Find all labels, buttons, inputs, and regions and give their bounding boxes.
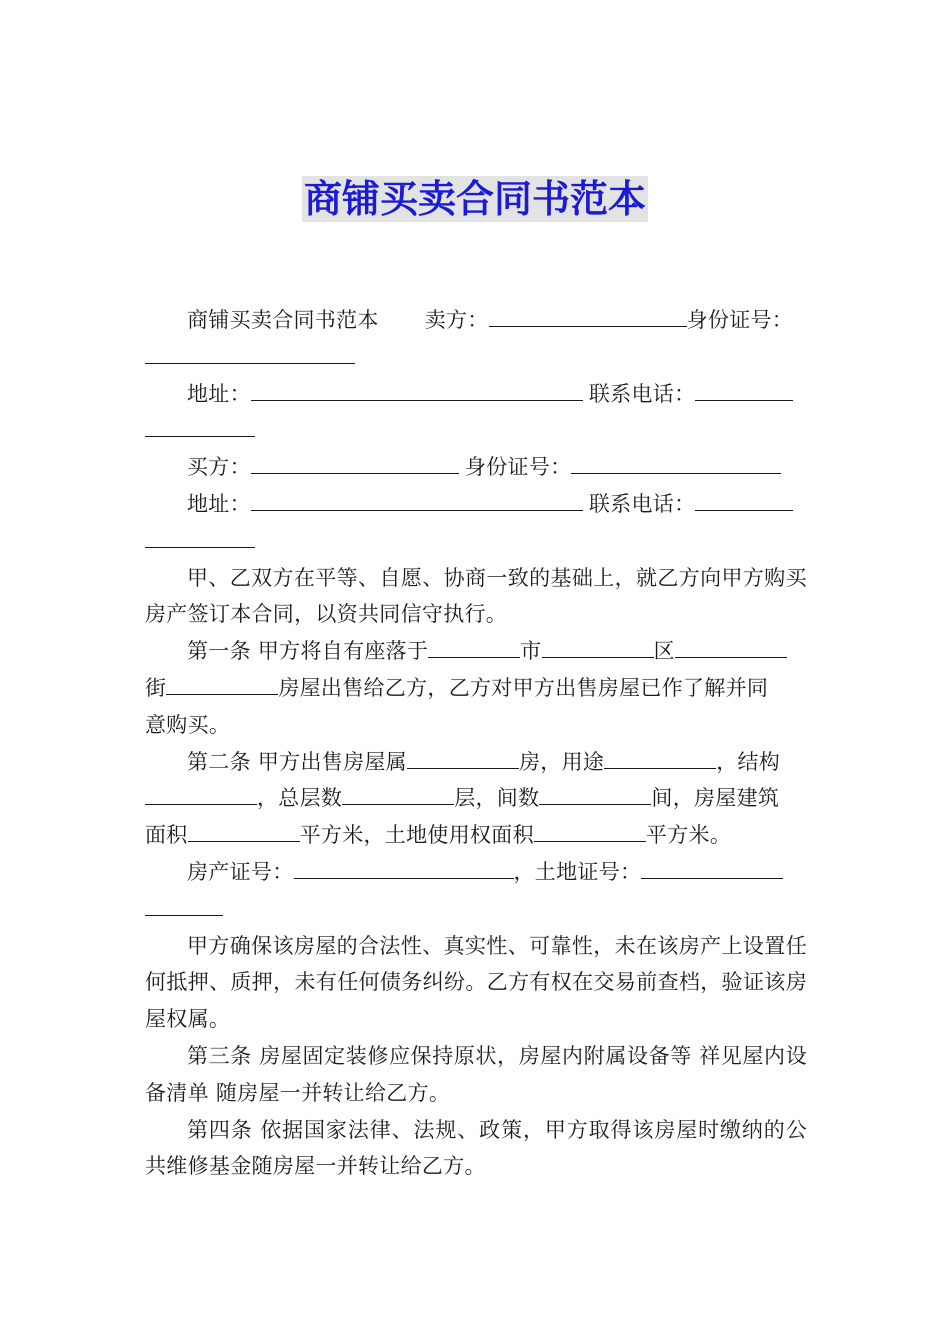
seller-id-label: 身份证号： bbox=[686, 308, 794, 332]
article-2-text-e: 层，间数 bbox=[454, 786, 540, 811]
seller-address-blank bbox=[251, 380, 583, 401]
guarantee-paragraph: 甲方确保该房屋的合法性、真实性、可靠性，未在该房产上设置任何抵押、质押，未有任何债务纠纷。乙方有权在交易前查档，验证该房屋权属。 bbox=[145, 933, 807, 1032]
article-2-line-2 bbox=[145, 780, 807, 817]
article-2-text-c: ，结构 bbox=[716, 749, 781, 774]
buyer-id-blank bbox=[571, 453, 781, 474]
article-2-text-g: 面积 bbox=[145, 823, 188, 848]
seller-phone-blank bbox=[695, 380, 793, 401]
seller-id-blank bbox=[145, 343, 355, 364]
intro-paragraph: 甲、乙双方在平等、自愿、协商一致的基础上，就乙方向甲方购买房产签订本合同，以资共同信守执行。 bbox=[145, 565, 807, 627]
article-4-paragraph: 第四条 依据国家法律、法规、政策，甲方取得该房屋时缴纳的公共维修基金随房屋一并转让给乙方。 bbox=[145, 1117, 807, 1179]
title-block bbox=[0, 176, 950, 222]
seller-id-line bbox=[145, 339, 807, 376]
article-1-text-e: 房屋出售给乙方，乙方对甲方出售房屋已作了解并同 bbox=[278, 675, 769, 700]
document-title: 商铺买卖合同书范本 bbox=[303, 177, 646, 221]
city-blank bbox=[428, 637, 520, 658]
buyer-line bbox=[145, 449, 807, 486]
buyer-address-blank bbox=[251, 490, 583, 511]
article-3-paragraph: 第三条 房屋固定装修应保持原状，房屋内附属设备等 祥见屋内设备清单 随房屋一并转让给乙方。 bbox=[145, 1043, 807, 1105]
certificate-cont bbox=[145, 891, 807, 928]
rooms-blank bbox=[539, 784, 651, 805]
seller-line bbox=[145, 302, 807, 339]
buyer-phone-cont bbox=[145, 523, 807, 560]
article-2-line-1 bbox=[145, 744, 807, 781]
land-cert-label: ，土地证号： bbox=[513, 859, 642, 884]
floors-blank bbox=[342, 784, 454, 805]
property-cert-blank bbox=[294, 858, 514, 879]
seller-phone-blank-2 bbox=[145, 416, 255, 437]
land-cert-blank bbox=[641, 858, 783, 879]
seller-phone-label: 联系电话： bbox=[588, 381, 696, 406]
buyer-label: 买方： bbox=[187, 455, 251, 480]
land-cert-blank-2 bbox=[145, 895, 223, 916]
street-blank-2 bbox=[166, 674, 278, 695]
article-1-line-1 bbox=[145, 633, 807, 670]
seller-name-blank bbox=[489, 306, 687, 327]
article-2-text-d: ，总层数 bbox=[257, 786, 343, 811]
article-2-text-a: 第二条 甲方出售房屋属 bbox=[187, 749, 407, 774]
structure-blank bbox=[145, 784, 257, 805]
house-type-blank bbox=[407, 748, 519, 769]
street-blank-1 bbox=[675, 637, 787, 658]
heading-inline: 商铺买卖合同书范本 bbox=[187, 308, 379, 332]
buyer-phone-blank bbox=[695, 490, 793, 511]
area-blank bbox=[188, 821, 300, 842]
article-2-line-3 bbox=[145, 817, 807, 854]
seller-address-label: 地址： bbox=[187, 381, 251, 406]
property-cert-label: 房产证号： bbox=[187, 859, 294, 884]
certificate-line bbox=[145, 854, 807, 891]
article-1-text-a: 第一条 甲方将自有座落于 bbox=[187, 639, 429, 664]
buyer-phone-label: 联系电话： bbox=[588, 491, 696, 516]
article-1-text-c: 区 bbox=[653, 639, 675, 664]
buyer-id-label: 身份证号： bbox=[464, 455, 572, 480]
buyer-phone-blank-2 bbox=[145, 527, 255, 548]
land-area-blank bbox=[534, 821, 646, 842]
article-1-text-d: 街 bbox=[145, 675, 167, 700]
document-body bbox=[145, 302, 807, 1185]
buyer-name-blank bbox=[251, 453, 459, 474]
article-1-line-2 bbox=[145, 670, 807, 707]
seller-label: 卖方： bbox=[424, 308, 489, 332]
seller-phone-cont bbox=[145, 412, 807, 449]
article-1-text-f: 意购买。 bbox=[145, 712, 231, 737]
article-2-text-b: 房，用途 bbox=[518, 749, 605, 774]
buyer-address-line bbox=[145, 486, 807, 523]
district-blank bbox=[542, 637, 654, 658]
usage-blank bbox=[604, 748, 716, 769]
seller-address-line bbox=[145, 376, 807, 413]
article-2-text-f: 间，房屋建筑 bbox=[651, 786, 780, 811]
article-2-text-i: 平方米。 bbox=[645, 823, 732, 848]
article-1-text-b: 市 bbox=[520, 639, 542, 664]
article-2-text-h: 平方米，土地使用权面积 bbox=[299, 823, 534, 848]
article-1-line-3 bbox=[145, 707, 807, 744]
buyer-address-label: 地址： bbox=[187, 491, 251, 516]
